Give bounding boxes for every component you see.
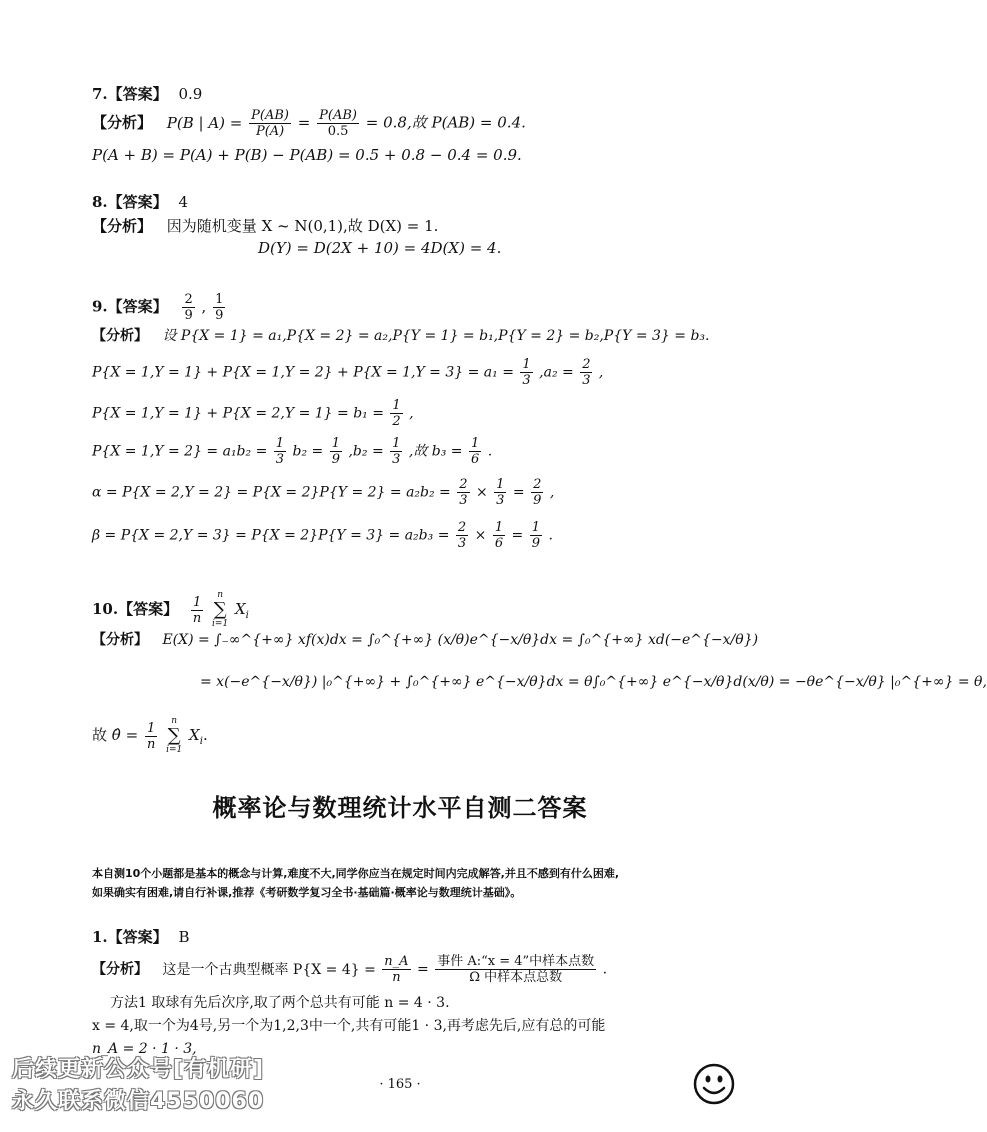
q7-fenxi: 【分析】 (92, 113, 153, 132)
q10-l1: E(X) = ∫₋∞^{+∞} xf(x)dx = ∫₀^{+∞} (x/θ)e^{−x/θ}dx = ∫₀^{+∞} xd(−e^{−x/θ}) (162, 632, 759, 648)
q9-l2b: ,a₂ = (539, 364, 574, 381)
q1-analysis-line4: n_A = 2 · 1 · 3, (92, 1041, 197, 1057)
q8-answer-line (92, 192, 188, 212)
watermark-line2: 永久联系微信4550060 (12, 1089, 265, 1114)
q9-l4a: P{X = 1,Y = 2} = a₁b₂ = (92, 443, 268, 460)
q8-fenxi: 【分析】 (92, 217, 153, 235)
q10-l3a: 故 (92, 726, 108, 744)
q7-frac2: $\frac{P(AB)}{0.5}$ (319, 108, 357, 139)
q7-analysis-line2: P(A + B) = P(A) + P(B) − P(AB) = 0.5 + 0.8 − 0.4 = 0.9. (92, 146, 522, 164)
q9-l2-frac1: $\frac{1}{3}$ (522, 357, 531, 388)
q9-l3a: P{X = 1,Y = 1} + P{X = 2,Y = 1} = b₁ = (92, 405, 384, 422)
q9-analysis-line5 (92, 477, 554, 508)
q9-l5a: α = P{X = 2,Y = 2} = P{X = 2}P{Y = 2} = a₂b₂ = (92, 484, 451, 501)
q10-l3x: X (189, 726, 200, 744)
q9-l4e: . (487, 443, 493, 460)
q8-analysis-line2: D(Y) = D(2X + 10) = 4D(X) = 4. (258, 239, 502, 257)
note-line2: 如果确实有困难,请自行补课,推荐《考研数学复习全书·基础篇·概率论与数理统计基础》。 (92, 886, 522, 899)
q10-ans-x: X (234, 600, 246, 618)
q9-ans-frac2: $\frac{1}{9}$ (215, 292, 224, 323)
q8-label: 8.【答案】 (92, 193, 168, 211)
q9-fenxi: 【分析】 (92, 328, 148, 344)
q1-frac1: $\frac{n\_A}{n}$ (384, 954, 409, 985)
q9-l2a: P{X = 1,Y = 1} + P{X = 1,Y = 2} + P{X = 1,Y = 3} = a₁ = (92, 364, 514, 381)
q7-answer: 0.9 (178, 85, 203, 103)
q9-l4d: ,故 b₃ = (408, 443, 463, 460)
q1-answer: B (178, 928, 190, 946)
q1-l1b: . (602, 961, 608, 978)
q9-analysis-line4 (92, 436, 492, 467)
q10-ans-xsub: i (245, 610, 249, 621)
q9-l5-frac1: $\frac{2}{3}$ (459, 477, 468, 508)
q10-analysis-line3 (92, 716, 208, 756)
q8-l1: 因为随机变量 X ~ N(0,1),故 D(X) = 1. (166, 217, 439, 235)
q8-analysis-line1 (92, 216, 438, 236)
q7-l1a: P(B | A) = (166, 113, 243, 132)
q9-l5c: = (512, 484, 525, 501)
q10-l3b: θ̂ = (111, 726, 139, 744)
q9-analysis-line2 (92, 357, 603, 388)
q1-analysis-line1 (92, 954, 607, 985)
q1-analysis-line3: x = 4,取一个为4号,另一个为1,2,3中一个,共有可能1 · 3,再考虑先后,应有总的可能 (92, 1018, 606, 1034)
page-number: · 165 · (379, 1077, 421, 1092)
q9-l6a: β = P{X = 2,Y = 3} = P{X = 2}P{Y = 3} = a₂b₃ = (92, 527, 450, 544)
q7-answer-line (92, 84, 202, 104)
q9-ans-frac1: $\frac{2}{9}$ (184, 292, 193, 323)
q7-analysis-line1 (92, 108, 526, 139)
q10-ans-sum: n ∑ i=1 (212, 590, 229, 629)
q9-l5-frac2: $\frac{1}{3}$ (496, 477, 505, 508)
q9-l6-frac2: $\frac{1}{6}$ (494, 520, 504, 551)
smiley-icon (693, 1063, 735, 1105)
q9-l6-frac3: $\frac{1}{9}$ (531, 520, 541, 551)
q9-l6c: = (511, 527, 524, 544)
q9-l4b: b₂ = (292, 443, 324, 460)
q9-l4-frac4: $\frac{1}{6}$ (470, 436, 480, 467)
note-line1: 本自测10个小题都是基本的概念与计算,难度不大,同学你应当在规定时间内完成解答,并且不感到有什么困难, (92, 867, 620, 880)
watermark-line1: 后续更新公众号[有机研] (12, 1057, 265, 1082)
q9-l5-frac3: $\frac{2}{9}$ (533, 477, 542, 508)
q9-l4-frac1: $\frac{1}{3}$ (275, 436, 285, 467)
q9-ans-comma: , (201, 297, 207, 316)
q9-l5b: × (475, 484, 488, 501)
q9-analysis-line1 (92, 326, 709, 346)
q7-frac1: $\frac{P(AB)}{P(A)}$ (251, 108, 290, 139)
q9-l4-frac3: $\frac{1}{3}$ (392, 436, 401, 467)
q1-fenxi: 【分析】 (92, 961, 148, 978)
q8-answer: 4 (178, 193, 188, 211)
q10-analysis-line2: = x(−e^{−x/θ}) |₀^{+∞} + ∫₀^{+∞} e^{−x/θ}dx = θ∫₀^{+∞} e^{−x/θ}d(x/θ) = −θe^{−x/θ} |₀^{+∞} = θ, (200, 674, 987, 690)
q1-frac2: $\frac{\text{事件 A:“x = 4”中样本点数}}{\text{Ω 中样本点总数}}$ (437, 954, 595, 985)
q1-l1a: 这是一个古典型概率 P{X = 4} = (162, 961, 376, 978)
q9-analysis-line6 (92, 520, 553, 551)
q9-l4-frac2: $\frac{1}{9}$ (331, 436, 341, 467)
q9-l6b: × (474, 527, 487, 544)
q9-l6d: . (548, 527, 553, 544)
q7-l1b: = 0.8,故 P(AB) = 0.4. (365, 113, 526, 132)
q1-eq: = (417, 961, 429, 978)
q1-answer-line (92, 927, 189, 947)
q10-label: 10.【答案】 (92, 600, 179, 618)
q9-l6-frac1: $\frac{2}{3}$ (457, 520, 467, 551)
q9-l3-frac: $\frac{1}{2}$ (392, 398, 401, 429)
q10-l3-frac: $\frac{1}{n}$ (146, 720, 156, 752)
q9-label: 9.【答案】 (92, 297, 168, 316)
q10-analysis-line1 (92, 630, 758, 650)
q9-l2c: , (598, 364, 604, 381)
q10-l3-sum: n ∑ i=1 (166, 716, 183, 755)
q9-l3b: , (409, 405, 414, 422)
q10-l3xsub: i (199, 736, 203, 747)
q1-label: 1.【答案】 (92, 928, 168, 946)
q10-answer-line (92, 590, 249, 630)
section-heading: 概率论与数理统计水平自测二答案 (212, 794, 588, 822)
q10-l3c: . (202, 726, 208, 744)
q9-l1: 设 P{X = 1} = a₁,P{X = 2} = a₂,P{Y = 1} = b₁,P{Y = 2} = b₂,P{Y = 3} = b₃. (162, 328, 710, 344)
q10-fenxi: 【分析】 (92, 632, 148, 648)
q10-ans-frac: $\frac{1}{n}$ (192, 594, 202, 626)
q9-l5d: , (549, 484, 555, 501)
q9-l2-frac2: $\frac{2}{3}$ (582, 357, 591, 388)
q9-analysis-line3 (92, 398, 414, 429)
q9-l4c: ,b₂ = (348, 443, 384, 460)
q7-label: 7.【答案】 (92, 85, 168, 103)
q1-analysis-line2: 方法1 取球有先后次序,取了两个总共有可能 n = 4 · 3. (110, 995, 450, 1011)
q7-eq: = (297, 113, 311, 132)
q9-answer-line (92, 292, 227, 323)
